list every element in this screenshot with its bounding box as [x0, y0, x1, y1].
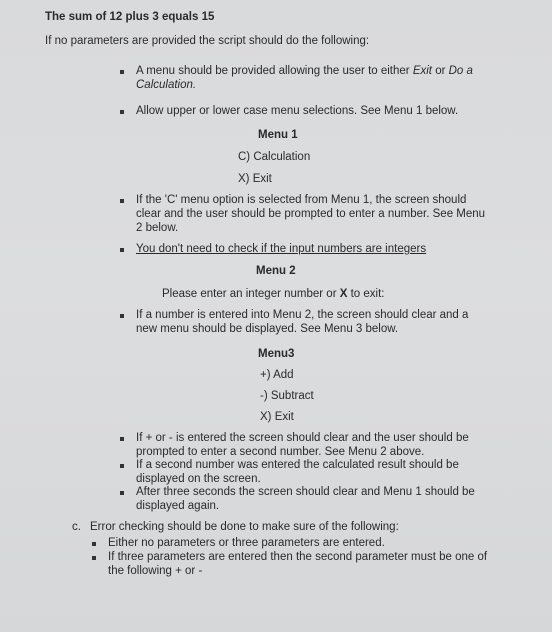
bullet-3-line-3: 2 below.: [136, 222, 179, 234]
menu-1-title: Menu 1: [258, 129, 298, 141]
section-c-item-2-line-2: the following + or -: [108, 565, 203, 577]
do-a-term: Do a: [448, 65, 473, 77]
bullet-marker: [120, 491, 124, 495]
menu-3-option-subtract: -) Subtract: [260, 390, 314, 402]
document-heading: The sum of 12 plus 3 equals 15: [45, 11, 215, 23]
bullet-marker: [120, 199, 124, 203]
bullet-1-line-1: [136, 64, 473, 78]
bullet-marker: [120, 464, 124, 468]
intro-text: If no parameters are provided the script should do the following:: [45, 35, 370, 47]
menu-2-exit-key: X: [339, 288, 348, 300]
bullet-7-line-2: displayed on the screen.: [136, 473, 261, 485]
bullet-marker: [120, 248, 124, 252]
menu-2-title: Menu 2: [256, 265, 296, 277]
bullet-4-text: You don't need to check if the input numbers are integers: [136, 243, 427, 255]
bullet-6-line-1: If + or - is entered the screen should clear and the user should be: [136, 432, 469, 444]
section-c-label: c.: [72, 521, 81, 533]
bullet-marker: [92, 556, 96, 560]
bullet-marker: [120, 110, 124, 114]
section-c-item-1: Either no parameters or three parameters are entered.: [108, 537, 385, 549]
menu-3-option-add: +) Add: [260, 369, 294, 381]
bullet-2-text: Allow upper or lower case menu selections. See Menu 1 below.: [136, 105, 459, 117]
bullet-marker: [120, 437, 124, 441]
bullet-marker: [120, 314, 124, 318]
menu-3-title: Menu3: [258, 348, 295, 360]
bullet-marker: [92, 542, 96, 546]
section-c-text: Error checking should be done to make sure of the following:: [90, 521, 399, 533]
bullet-1-line-2: Calculation.: [136, 79, 197, 91]
bullet-6-line-2: prompted to enter a second number. See Menu 2 above.: [136, 446, 425, 458]
bullet-3-line-1: If the 'C' menu option is selected from Menu 1, the screen should: [136, 194, 467, 206]
bullet-5-line-2: new menu should be displayed. See Menu 3 below.: [136, 323, 399, 335]
menu-2-prompt-end: to exit:: [347, 288, 385, 300]
bullet-1-text: A menu should be provided allowing the user to either: [136, 65, 413, 77]
or-text: or: [432, 65, 449, 77]
menu-2-prompt: [162, 287, 384, 301]
bullet-8-line-2: displayed again.: [136, 500, 220, 512]
menu-3-option-exit: X) Exit: [260, 411, 294, 423]
exit-term: Exit: [412, 65, 432, 77]
bullet-8-line-1: After three seconds the screen should clear and Menu 1 should be: [136, 486, 475, 498]
bullet-3-line-2: clear and the user should be prompted to enter a number. See Menu: [136, 208, 486, 220]
section-c-item-2-line-1: If three parameters are entered then the second parameter must be one of: [108, 551, 488, 563]
menu-1-option-calculation: C) Calculation: [238, 151, 311, 163]
menu-2-prompt-text: Please enter an integer number or: [162, 288, 340, 300]
bullet-5-line-1: If a number is entered into Menu 2, the screen should clear and a: [136, 309, 469, 321]
bullet-marker: [120, 70, 124, 74]
bullet-7-line-1: If a second number was entered the calculated result should be: [136, 459, 459, 471]
menu-1-option-exit: X) Exit: [238, 173, 272, 185]
